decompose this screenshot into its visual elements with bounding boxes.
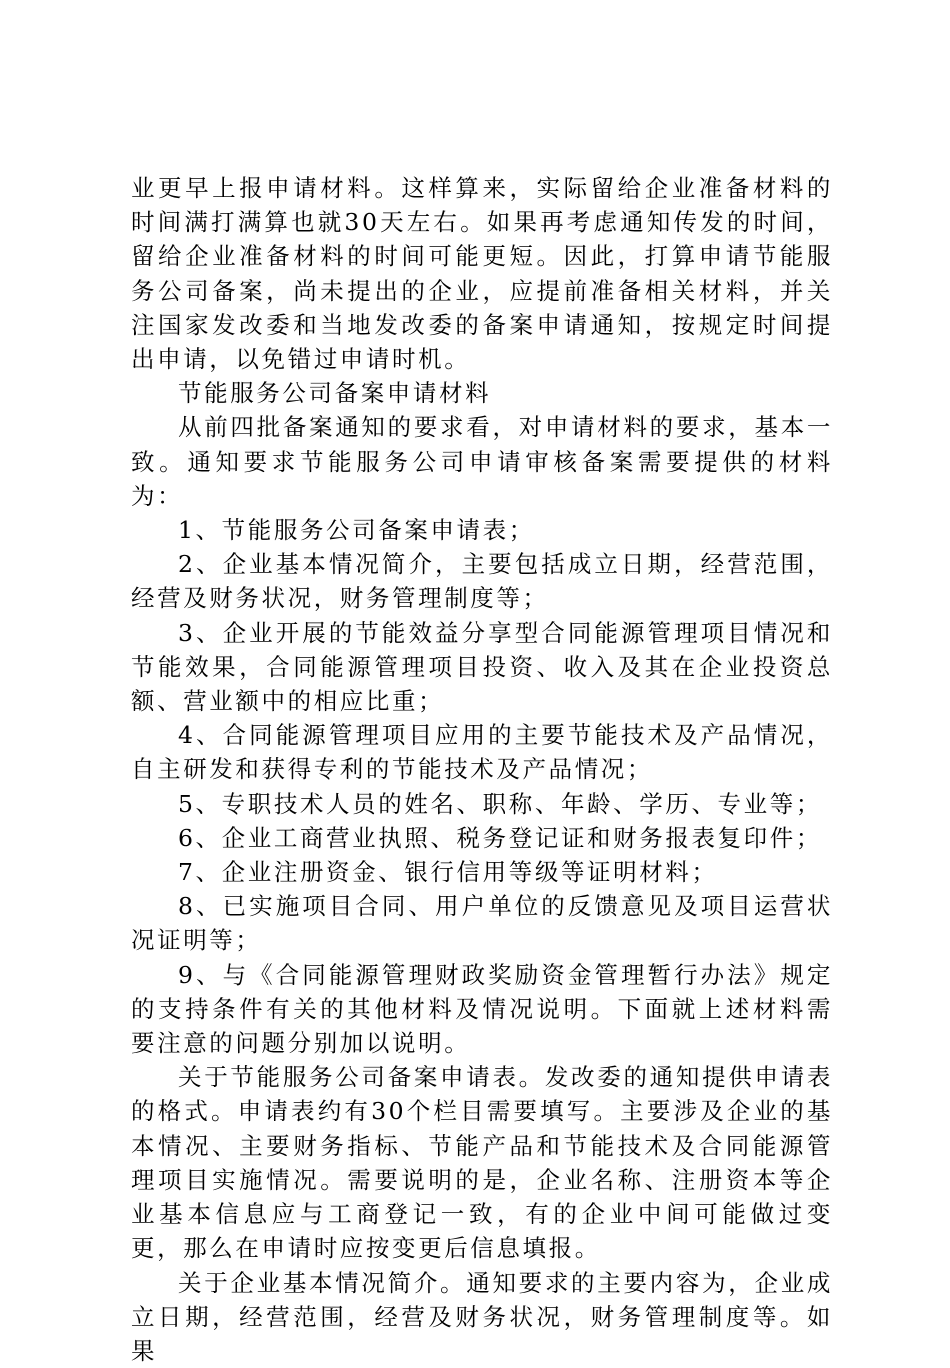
list-item: 6、企业工商营业执照、税务登记证和财务报表复印件； xyxy=(131,821,833,855)
list-item: 8、已实施项目合同、用户单位的反馈意见及项目运营状况证明等； xyxy=(131,889,833,957)
paragraph: 关于节能服务公司备案申请表。发改委的通知提供申请表的格式。申请表约有30个栏目需要填写。主要涉及企业的基本情况、主要财务指标、节能产品和节能技术及合同能源管理项目实施情况。需要说明的是，企业名称、注册资本等企业基本信息应与工商登记一致，有的企业中间可能做过变更，那么在申请时应按变更后信息填报。 xyxy=(131,1060,833,1265)
list-item: 2、企业基本情况简介，主要包括成立日期，经营范围，经营及财务状况，财务管理制度等； xyxy=(131,547,833,615)
list-item: 4、合同能源管理项目应用的主要节能技术及产品情况，自主研发和获得专利的节能技术及产品情况； xyxy=(131,718,833,786)
paragraph: 业更早上报申请材料。这样算来，实际留给企业准备材料的时间满打满算也就30天左右。如果再考虑通知传发的时间，留给企业准备材料的时间可能更短。因此，打算申请节能服务公司备案，尚未提出的企业，应提前准备相关材料，并关注国家发改委和当地发改委的备案申请通知，按规定时间提出申请，以免错过申请时机。 xyxy=(131,171,833,376)
list-item: 9、与《合同能源管理财政奖励资金管理暂行办法》规定的支持条件有关的其他材料及情况说明。下面就上述材料需要注意的问题分别加以说明。 xyxy=(131,958,833,1061)
list-item: 7、企业注册资金、银行信用等级等证明材料； xyxy=(131,855,833,889)
list-item: 5、专职技术人员的姓名、职称、年龄、学历、专业等； xyxy=(131,787,833,821)
section-heading: 节能服务公司备案申请材料 xyxy=(131,376,833,410)
list-item: 1、节能服务公司备案申请表； xyxy=(131,513,833,547)
paragraph: 从前四批备案通知的要求看，对申请材料的要求，基本一致。通知要求节能服务公司申请审核备案需要提供的材料为： xyxy=(131,410,833,513)
paragraph: 关于企业基本情况简介。通知要求的主要内容为，企业成立日期，经营范围，经营及财务状况，财务管理制度等。如果 xyxy=(131,1266,833,1368)
list-item: 3、企业开展的节能效益分享型合同能源管理项目情况和节能效果，合同能源管理项目投资、收入及其在企业投资总额、营业额中的相应比重； xyxy=(131,616,833,719)
document-body xyxy=(131,171,833,1368)
